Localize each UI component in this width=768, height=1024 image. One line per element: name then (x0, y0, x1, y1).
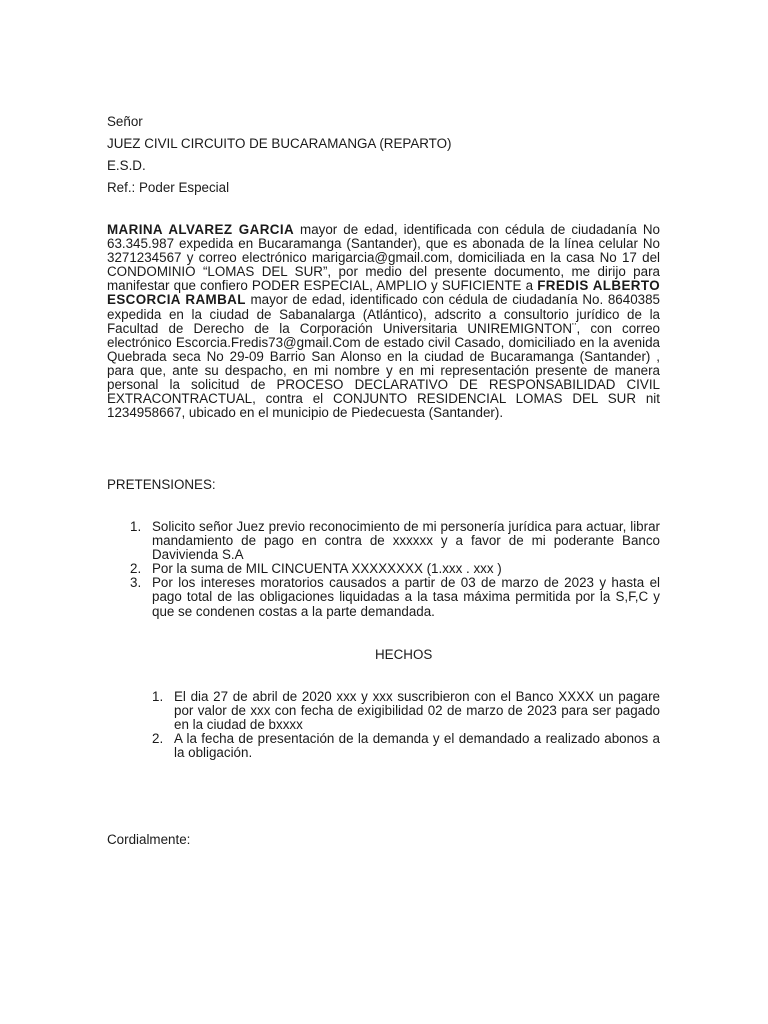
list-item (152, 731, 660, 761)
power-of-attorney-paragraph (107, 223, 660, 420)
list-number: 1. (130, 519, 142, 534)
pretensiones-list (130, 519, 660, 619)
list-number: 1. (152, 689, 164, 704)
salutation: Señor (107, 114, 143, 129)
grantor-name: MARINA ALVAREZ GARCIA (107, 222, 295, 237)
list-text: Por la suma de MIL CINCUENTA XXXXXXXX (1.xxx . xxx ) (152, 561, 502, 577)
list-item (130, 575, 660, 619)
reference-line: Ref.: Poder Especial (107, 180, 230, 195)
addressee: JUEZ CIVIL CIRCUITO DE BUCARAMANGA (REPARTO) (107, 136, 452, 151)
hechos-heading: HECHOS (375, 647, 433, 662)
list-text: Solicito señor Juez previo reconocimiento de mi personería jurídica para actuar, librar mandamiento de pago en contra de xxxxxx y a favor de mi poderante Banco Davivienda S.A (152, 519, 660, 563)
list-number: 2. (130, 561, 142, 577)
esd-line: E.S.D. (107, 158, 146, 173)
list-item (152, 689, 660, 733)
list-number: 2. (152, 731, 164, 747)
hechos-list (152, 689, 660, 761)
paragraph-text-2: mayor de edad, identificado con cédula de ciudadanía No. 8640385 expedida en la ciudad de Sabanalarga (Atlántico), adscrito a consultorio jurídico de la Facultad de Derecho de la Corporación Universitaria UNIREMIGNTON¨, con correo electrónico Escorcia.Fredis73@gmail.Com de estado civil Casado, domiciliado en la avenida Quebrada seca No 29-09 Barrio San Alonso en la ciudad de Bucaramanga (Santander) , para que, ante su despacho, en mi nombre y en mi representación presente de manera personal la solicitud de PROCESO DECLARATIVO DE RESPONSABILIDAD CIVIL EXTRACONTRACTUAL, contra el CONJUNTO RESIDENCIAL LOMAS DEL SUR nit 1234958667, ubicado en el municipio de Piedecuesta (Santander). (107, 292, 660, 421)
list-text: El dia 27 de abril de 2020 xxx y xxx suscribieron con el Banco XXXX un pagare por valor de xxx con fecha de exigibilidad 02 de marzo de 2023 para ser pagado en la ciudad de bxxxx (174, 689, 660, 733)
paragraph-text-1: mayor de edad, identificada con cédula de ciudadanía No 63.345.987 expedida en Bucaramanga (Santander), que es abonada de la línea celular No 3271234567 y correo electrónico marigarcia@gmail.com, domiciliada en la casa No 17 del CONDOMINIO “LOMAS DEL SUR”, por medio del presente documento, me dirijo para manifestar que confiero PODER ESPECIAL, AMPLIO y SUFICIENTE a (107, 222, 660, 294)
closing: Cordialmente: (107, 832, 191, 847)
list-number: 3. (130, 575, 142, 591)
pretensiones-heading: PRETENSIONES: (107, 477, 216, 492)
list-item (130, 561, 660, 577)
list-text: Por los intereses moratorios causados a partir de 03 de marzo de 2023 y hasta el pago total de las obligaciones liquidadas a la tasa máxima permitida por la S,F,C y que se condenen costas a la parte demandada. (152, 575, 660, 619)
attorney-name: FREDIS ALBERTO ESCORCIA RAMBAL (107, 278, 661, 308)
list-text: A la fecha de presentación de la demanda y el demandado a realizado abonos a la obligación. (174, 731, 660, 761)
list-item (130, 519, 660, 563)
